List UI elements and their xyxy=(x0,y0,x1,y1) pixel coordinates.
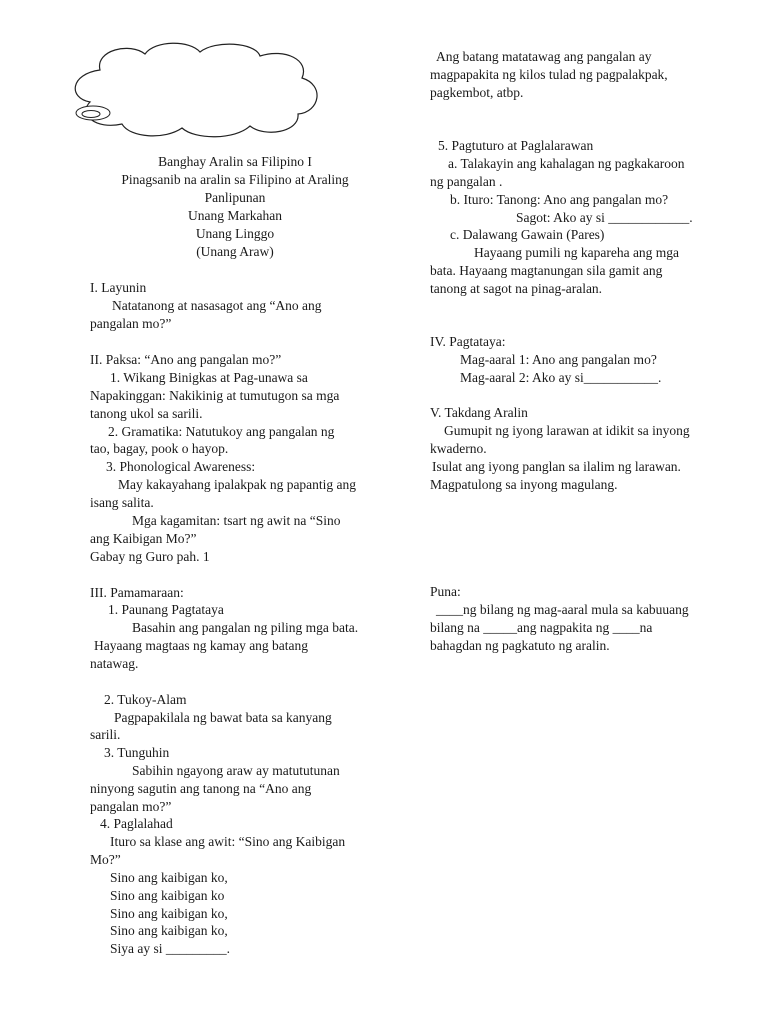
text-line: Mag-aaral 1: Ano ang pangalan mo? xyxy=(460,352,657,367)
text-line: pangalan mo?” xyxy=(90,316,172,331)
text-line: Mga kagamitan: tsart ng awit na “Sino xyxy=(132,513,341,528)
list-item: 2. Gramatika: Natutukoy ang pangalan ng xyxy=(108,424,335,439)
text-line: Ang batang matatawag ang pangalan ay xyxy=(436,49,652,64)
text-line: Mag-aaral 2: Ako ay si___________. xyxy=(460,370,662,385)
section-heading-remarks: Puna: xyxy=(430,584,461,599)
section-heading-topic: II. Paksa: “Ano ang pangalan mo?” xyxy=(90,352,282,367)
text-line: Mo?” xyxy=(90,852,121,867)
text-line: tanong at sagot na pinag-aralan. xyxy=(430,281,603,296)
text-line: Pagpapakilala ng bawat bata sa kanyang xyxy=(114,710,332,725)
section-heading-objectives: I. Layunin xyxy=(90,280,147,295)
text-line: ang Kaibigan Mo?” xyxy=(90,531,197,546)
text-line: Sagot: Ako ay si ____________. xyxy=(516,210,693,225)
text-line: ng pangalan . xyxy=(430,174,503,189)
list-item: a. Talakayin ang kahalagan ng pagkakaroon xyxy=(448,156,685,171)
list-item: b. Ituro: Tanong: Ano ang pangalan mo? xyxy=(450,192,669,207)
song-line: Sino ang kaibigan ko, xyxy=(110,906,228,921)
header-subtitle: Pinagsanib na aralin sa Filipino at Araling xyxy=(121,172,349,187)
text-line: bilang na _____ang nagpakita ng ____na xyxy=(430,620,653,635)
section-heading-evaluation: IV. Pagtataya: xyxy=(430,334,506,349)
text-line: magpapakita ng kilos tulad ng pagpalakpak, xyxy=(430,67,668,82)
text-line: Gabay ng Guro pah. 1 xyxy=(90,549,210,564)
song-line: Sino ang kaibigan ko, xyxy=(110,923,228,938)
text-line: Magpatulong sa inyong magulang. xyxy=(430,477,618,492)
text-line: Sabihin ngayong araw ay matututunan xyxy=(132,763,340,778)
list-item: 1. Wikang Binigkas at Pag-unawa sa xyxy=(110,370,308,385)
section-heading-assignment: V. Takdang Aralin xyxy=(430,405,528,420)
list-item: 3. Phonological Awareness: xyxy=(106,459,256,474)
song-line: Siya ay si _________. xyxy=(110,941,230,956)
header-week: Unang Linggo xyxy=(195,226,275,241)
text-line: ninyong sagutin ang tanong na “Ano ang xyxy=(90,781,312,796)
section-heading-teaching: 5. Pagtuturo at Paglalarawan xyxy=(438,138,594,153)
list-item: 3. Tunguhin xyxy=(104,745,170,760)
list-item: 1. Paunang Pagtataya xyxy=(108,602,224,617)
song-line: Sino ang kaibigan ko, xyxy=(110,870,228,885)
text-line: ____ng bilang ng mag-aaral mula sa kabuuang xyxy=(436,602,689,617)
text-line: pagkembot, atbp. xyxy=(430,85,524,100)
text-line: tao, bagay, pook o hayop. xyxy=(90,441,229,456)
text-line: tanong ukol sa sarili. xyxy=(90,406,203,421)
text-line: Gumupit ng iyong larawan at idikit sa inyong xyxy=(444,423,690,438)
text-line: pangalan mo?” xyxy=(90,799,172,814)
text-line: May kakayahang ipalakpak ng papantig ang xyxy=(118,477,357,492)
text-line: bahagdan ng pagkatuto ng aralin. xyxy=(430,638,610,653)
text-line: natawag. xyxy=(90,656,139,671)
list-item: 2. Tukoy-Alam xyxy=(104,692,187,707)
header-quarter: Unang Markahan xyxy=(187,208,283,223)
text-line: Natatanong at nasasagot ang “Ano ang xyxy=(112,298,322,313)
text-line: sarili. xyxy=(90,727,121,742)
text-line: bata. Hayaang magtanungan sila gamit ang xyxy=(430,263,663,278)
header-subtitle-cont: Panlipunan xyxy=(204,190,266,205)
text-line: Napakinggan: Nakikinig at tumutugon sa mga xyxy=(90,388,340,403)
text-line: Hayaang magtaas ng kamay ang batang xyxy=(94,638,309,653)
text-line: Hayaang pumili ng kapareha ang mga xyxy=(474,245,680,260)
section-heading-procedure: III. Pamamaraan: xyxy=(90,585,184,600)
thought-cloud-icon xyxy=(60,40,330,140)
header-day: (Unang Araw) xyxy=(196,244,274,259)
text-line: kwaderno. xyxy=(430,441,487,456)
text-line: isang salita. xyxy=(90,495,154,510)
song-line: Sino ang kaibigan ko xyxy=(110,888,225,903)
header-title: Banghay Aralin sa Filipino I xyxy=(158,154,312,169)
text-line: Ituro sa klase ang awit: “Sino ang Kaibigan xyxy=(110,834,346,849)
text-line: Basahin ang pangalan ng piling mga bata. xyxy=(132,620,359,635)
text-line: Isulat ang iyong panglan sa ilalim ng larawan. xyxy=(432,459,681,474)
list-item: 4. Paglalahad xyxy=(100,816,173,831)
list-item: c. Dalawang Gawain (Pares) xyxy=(450,227,605,242)
